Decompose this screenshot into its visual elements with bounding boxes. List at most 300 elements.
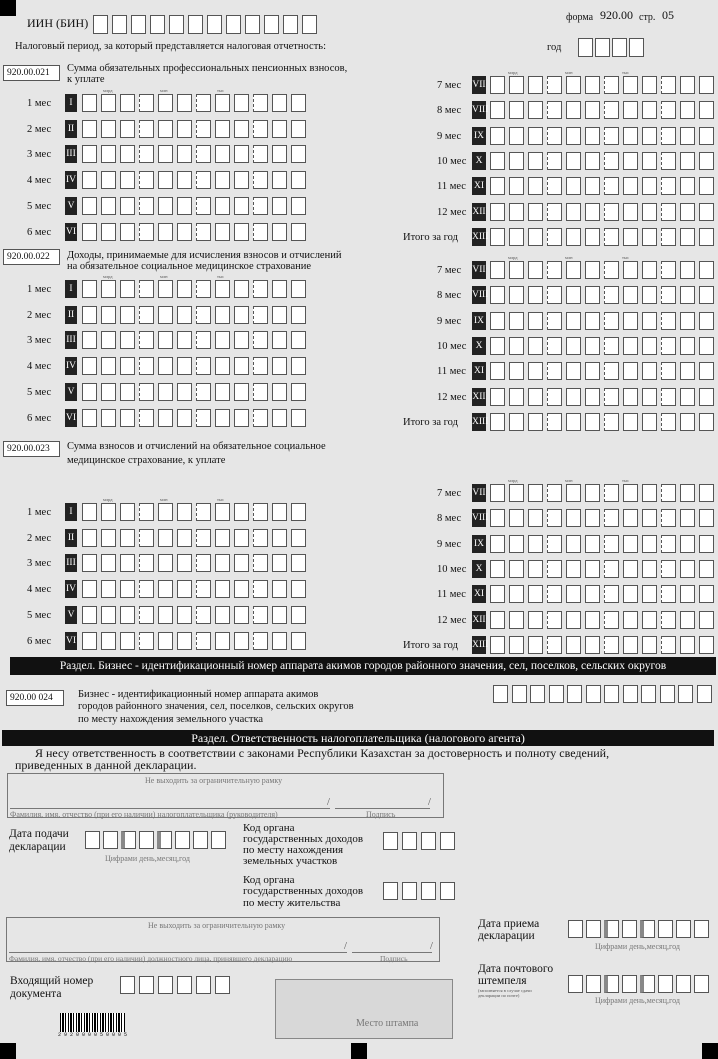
digit-cell[interactable] <box>101 94 116 112</box>
digit-cell[interactable] <box>158 331 173 349</box>
digit-cell[interactable] <box>623 585 638 603</box>
input-cell[interactable] <box>215 976 230 994</box>
digit-cell[interactable] <box>82 606 97 624</box>
digit-cell[interactable] <box>120 145 135 163</box>
digit-cell[interactable] <box>158 306 173 324</box>
digit-cell[interactable] <box>158 529 173 547</box>
digit-cell[interactable] <box>623 312 638 330</box>
digit-cell[interactable] <box>642 286 657 304</box>
digit-cell[interactable] <box>120 280 135 298</box>
digit-cell[interactable] <box>490 611 505 629</box>
digit-cell[interactable] <box>253 223 268 241</box>
digit-cell[interactable] <box>699 228 714 246</box>
digit-cell[interactable] <box>490 362 505 380</box>
digit-cell[interactable] <box>490 101 505 119</box>
digit-cell[interactable] <box>234 503 249 521</box>
digit-cell[interactable] <box>101 606 116 624</box>
digit-cell[interactable] <box>509 413 524 431</box>
digit-cell[interactable] <box>139 280 154 298</box>
digit-cell[interactable] <box>604 286 619 304</box>
digit-cell[interactable] <box>642 228 657 246</box>
digit-cell[interactable] <box>234 580 249 598</box>
input-cell[interactable] <box>586 920 601 938</box>
digit-cell[interactable] <box>234 94 249 112</box>
digit-cell[interactable] <box>490 228 505 246</box>
digit-cell[interactable] <box>642 484 657 502</box>
digit-cell[interactable] <box>291 409 306 427</box>
digit-cell[interactable] <box>509 76 524 94</box>
digit-cell[interactable] <box>101 357 116 375</box>
digit-cell[interactable] <box>139 357 154 375</box>
digit-cell[interactable] <box>528 101 543 119</box>
digit-cell[interactable] <box>158 280 173 298</box>
digit-cell[interactable] <box>272 554 287 572</box>
digit-cell[interactable] <box>101 632 116 650</box>
digit-cell[interactable] <box>699 312 714 330</box>
digit-cell[interactable] <box>585 101 600 119</box>
digit-cell[interactable] <box>585 286 600 304</box>
digit-cell[interactable] <box>509 560 524 578</box>
digit-cell[interactable] <box>291 94 306 112</box>
digit-cell[interactable] <box>139 331 154 349</box>
digit-cell[interactable] <box>566 152 581 170</box>
digit-cell[interactable] <box>215 94 230 112</box>
input-cell[interactable] <box>549 685 564 703</box>
digit-cell[interactable] <box>291 306 306 324</box>
digit-cell[interactable] <box>139 94 154 112</box>
digit-cell[interactable] <box>158 171 173 189</box>
digit-cell[interactable] <box>585 228 600 246</box>
digit-cell[interactable] <box>253 580 268 598</box>
digit-cell[interactable] <box>120 580 135 598</box>
digit-cell[interactable] <box>528 261 543 279</box>
digit-cell[interactable] <box>177 632 192 650</box>
digit-cell[interactable] <box>642 585 657 603</box>
digit-cell[interactable] <box>215 554 230 572</box>
input-cell[interactable] <box>121 831 136 849</box>
digit-cell[interactable] <box>120 306 135 324</box>
digit-cell[interactable] <box>547 337 562 355</box>
input-cell[interactable] <box>641 685 656 703</box>
digit-cell[interactable] <box>272 606 287 624</box>
digit-cell[interactable] <box>547 388 562 406</box>
digit-cell[interactable] <box>604 509 619 527</box>
digit-cell[interactable] <box>82 223 97 241</box>
digit-cell[interactable] <box>253 145 268 163</box>
digit-cell[interactable] <box>680 585 695 603</box>
digit-cell[interactable] <box>101 197 116 215</box>
digit-cell[interactable] <box>528 484 543 502</box>
digit-cell[interactable] <box>528 611 543 629</box>
digit-cell[interactable] <box>566 484 581 502</box>
input-cell[interactable] <box>226 15 241 34</box>
digit-cell[interactable] <box>196 197 211 215</box>
digit-cell[interactable] <box>82 306 97 324</box>
digit-cell[interactable] <box>101 331 116 349</box>
digit-cell[interactable] <box>177 171 192 189</box>
digit-cell[interactable] <box>215 223 230 241</box>
digit-cell[interactable] <box>623 509 638 527</box>
digit-cell[interactable] <box>196 580 211 598</box>
input-cell[interactable] <box>169 15 184 34</box>
digit-cell[interactable] <box>291 331 306 349</box>
digit-cell[interactable] <box>291 580 306 598</box>
digit-cell[interactable] <box>196 383 211 401</box>
digit-cell[interactable] <box>623 611 638 629</box>
input-cell[interactable] <box>139 831 154 849</box>
digit-cell[interactable] <box>82 331 97 349</box>
digit-cell[interactable] <box>291 357 306 375</box>
digit-cell[interactable] <box>120 120 135 138</box>
digit-cell[interactable] <box>604 312 619 330</box>
input-cell[interactable] <box>578 38 593 57</box>
digit-cell[interactable] <box>139 632 154 650</box>
digit-cell[interactable] <box>699 101 714 119</box>
digit-cell[interactable] <box>177 554 192 572</box>
digit-cell[interactable] <box>120 331 135 349</box>
digit-cell[interactable] <box>661 177 676 195</box>
input-cell[interactable] <box>622 920 637 938</box>
digit-cell[interactable] <box>509 509 524 527</box>
digit-cell[interactable] <box>101 223 116 241</box>
digit-cell[interactable] <box>101 409 116 427</box>
input-cell[interactable] <box>530 685 545 703</box>
digit-cell[interactable] <box>272 383 287 401</box>
digit-cell[interactable] <box>547 509 562 527</box>
digit-cell[interactable] <box>680 611 695 629</box>
digit-cell[interactable] <box>490 585 505 603</box>
digit-cell[interactable] <box>566 127 581 145</box>
digit-cell[interactable] <box>120 94 135 112</box>
digit-cell[interactable] <box>490 560 505 578</box>
digit-cell[interactable] <box>272 331 287 349</box>
digit-cell[interactable] <box>585 509 600 527</box>
digit-cell[interactable] <box>623 203 638 221</box>
digit-cell[interactable] <box>699 636 714 654</box>
digit-cell[interactable] <box>604 560 619 578</box>
digit-cell[interactable] <box>215 171 230 189</box>
digit-cell[interactable] <box>177 94 192 112</box>
digit-cell[interactable] <box>272 529 287 547</box>
input-cell[interactable] <box>660 685 675 703</box>
digit-cell[interactable] <box>566 261 581 279</box>
digit-cell[interactable] <box>604 203 619 221</box>
digit-cell[interactable] <box>642 101 657 119</box>
digit-cell[interactable] <box>82 632 97 650</box>
digit-cell[interactable] <box>661 362 676 380</box>
digit-cell[interactable] <box>585 177 600 195</box>
digit-cell[interactable] <box>101 280 116 298</box>
digit-cell[interactable] <box>196 554 211 572</box>
digit-cell[interactable] <box>661 560 676 578</box>
digit-cell[interactable] <box>234 331 249 349</box>
digit-cell[interactable] <box>528 152 543 170</box>
digit-cell[interactable] <box>699 535 714 553</box>
digit-cell[interactable] <box>623 76 638 94</box>
digit-cell[interactable] <box>82 383 97 401</box>
digit-cell[interactable] <box>642 203 657 221</box>
digit-cell[interactable] <box>490 312 505 330</box>
digit-cell[interactable] <box>680 413 695 431</box>
digit-cell[interactable] <box>642 509 657 527</box>
digit-cell[interactable] <box>547 177 562 195</box>
digit-cell[interactable] <box>120 632 135 650</box>
digit-cell[interactable] <box>604 228 619 246</box>
digit-cell[interactable] <box>272 120 287 138</box>
digit-cell[interactable] <box>547 585 562 603</box>
digit-cell[interactable] <box>101 529 116 547</box>
input-cell[interactable] <box>211 831 226 849</box>
digit-cell[interactable] <box>566 203 581 221</box>
digit-cell[interactable] <box>528 636 543 654</box>
digit-cell[interactable] <box>101 503 116 521</box>
input-cell[interactable] <box>383 832 398 850</box>
digit-cell[interactable] <box>566 413 581 431</box>
digit-cell[interactable] <box>566 286 581 304</box>
digit-cell[interactable] <box>82 280 97 298</box>
input-cell[interactable] <box>177 976 192 994</box>
input-cell[interactable] <box>157 831 172 849</box>
digit-cell[interactable] <box>699 413 714 431</box>
digit-cell[interactable] <box>680 388 695 406</box>
digit-cell[interactable] <box>234 383 249 401</box>
digit-cell[interactable] <box>120 383 135 401</box>
digit-cell[interactable] <box>528 388 543 406</box>
digit-cell[interactable] <box>234 120 249 138</box>
digit-cell[interactable] <box>272 145 287 163</box>
digit-cell[interactable] <box>661 611 676 629</box>
digit-cell[interactable] <box>661 337 676 355</box>
digit-cell[interactable] <box>604 611 619 629</box>
digit-cell[interactable] <box>272 503 287 521</box>
digit-cell[interactable] <box>120 529 135 547</box>
digit-cell[interactable] <box>699 127 714 145</box>
digit-cell[interactable] <box>509 101 524 119</box>
digit-cell[interactable] <box>177 503 192 521</box>
digit-cell[interactable] <box>158 554 173 572</box>
input-cell[interactable] <box>440 832 455 850</box>
digit-cell[interactable] <box>547 362 562 380</box>
digit-cell[interactable] <box>196 503 211 521</box>
input-cell[interactable] <box>658 920 673 938</box>
digit-cell[interactable] <box>528 509 543 527</box>
digit-cell[interactable] <box>566 362 581 380</box>
digit-cell[interactable] <box>585 337 600 355</box>
input-cell[interactable] <box>245 15 260 34</box>
digit-cell[interactable] <box>177 197 192 215</box>
digit-cell[interactable] <box>139 580 154 598</box>
digit-cell[interactable] <box>566 388 581 406</box>
digit-cell[interactable] <box>234 554 249 572</box>
digit-cell[interactable] <box>604 413 619 431</box>
digit-cell[interactable] <box>215 383 230 401</box>
input-cell[interactable] <box>188 15 203 34</box>
digit-cell[interactable] <box>604 177 619 195</box>
digit-cell[interactable] <box>215 580 230 598</box>
input-cell[interactable] <box>103 831 118 849</box>
digit-cell[interactable] <box>585 261 600 279</box>
digit-cell[interactable] <box>528 76 543 94</box>
digit-cell[interactable] <box>177 331 192 349</box>
digit-cell[interactable] <box>528 127 543 145</box>
digit-cell[interactable] <box>177 120 192 138</box>
input-cell[interactable] <box>158 976 173 994</box>
digit-cell[interactable] <box>215 306 230 324</box>
digit-cell[interactable] <box>139 409 154 427</box>
digit-cell[interactable] <box>547 560 562 578</box>
digit-cell[interactable] <box>196 331 211 349</box>
digit-cell[interactable] <box>291 223 306 241</box>
digit-cell[interactable] <box>120 606 135 624</box>
digit-cell[interactable] <box>604 484 619 502</box>
digit-cell[interactable] <box>680 152 695 170</box>
digit-cell[interactable] <box>566 101 581 119</box>
digit-cell[interactable] <box>699 611 714 629</box>
digit-cell[interactable] <box>566 611 581 629</box>
digit-cell[interactable] <box>509 636 524 654</box>
digit-cell[interactable] <box>623 484 638 502</box>
digit-cell[interactable] <box>680 484 695 502</box>
digit-cell[interactable] <box>272 280 287 298</box>
digit-cell[interactable] <box>680 127 695 145</box>
digit-cell[interactable] <box>604 636 619 654</box>
digit-cell[interactable] <box>509 203 524 221</box>
digit-cell[interactable] <box>82 554 97 572</box>
digit-cell[interactable] <box>623 152 638 170</box>
digit-cell[interactable] <box>82 120 97 138</box>
input-cell[interactable] <box>586 685 601 703</box>
digit-cell[interactable] <box>158 409 173 427</box>
digit-cell[interactable] <box>215 606 230 624</box>
digit-cell[interactable] <box>566 337 581 355</box>
digit-cell[interactable] <box>139 503 154 521</box>
digit-cell[interactable] <box>509 177 524 195</box>
digit-cell[interactable] <box>509 286 524 304</box>
input-cell[interactable] <box>595 38 610 57</box>
digit-cell[interactable] <box>547 611 562 629</box>
digit-cell[interactable] <box>253 503 268 521</box>
digit-cell[interactable] <box>585 535 600 553</box>
digit-cell[interactable] <box>566 228 581 246</box>
digit-cell[interactable] <box>234 171 249 189</box>
digit-cell[interactable] <box>253 120 268 138</box>
digit-cell[interactable] <box>82 503 97 521</box>
digit-cell[interactable] <box>234 145 249 163</box>
input-cell[interactable] <box>112 15 127 34</box>
digit-cell[interactable] <box>642 636 657 654</box>
digit-cell[interactable] <box>490 484 505 502</box>
digit-cell[interactable] <box>139 529 154 547</box>
digit-cell[interactable] <box>234 223 249 241</box>
digit-cell[interactable] <box>680 509 695 527</box>
digit-cell[interactable] <box>82 357 97 375</box>
digit-cell[interactable] <box>661 261 676 279</box>
digit-cell[interactable] <box>101 554 116 572</box>
digit-cell[interactable] <box>120 554 135 572</box>
digit-cell[interactable] <box>585 585 600 603</box>
digit-cell[interactable] <box>101 383 116 401</box>
digit-cell[interactable] <box>82 529 97 547</box>
digit-cell[interactable] <box>177 383 192 401</box>
digit-cell[interactable] <box>623 337 638 355</box>
digit-cell[interactable] <box>291 632 306 650</box>
digit-cell[interactable] <box>642 177 657 195</box>
digit-cell[interactable] <box>196 529 211 547</box>
input-cell[interactable] <box>421 882 436 900</box>
digit-cell[interactable] <box>566 636 581 654</box>
digit-cell[interactable] <box>291 145 306 163</box>
input-cell[interactable] <box>622 975 637 993</box>
input-cell[interactable] <box>139 976 154 994</box>
input-cell[interactable] <box>604 975 619 993</box>
digit-cell[interactable] <box>680 312 695 330</box>
input-cell[interactable] <box>264 15 279 34</box>
input-cell[interactable] <box>568 975 583 993</box>
digit-cell[interactable] <box>509 484 524 502</box>
digit-cell[interactable] <box>215 280 230 298</box>
digit-cell[interactable] <box>139 197 154 215</box>
input-cell[interactable] <box>175 831 190 849</box>
digit-cell[interactable] <box>509 228 524 246</box>
digit-cell[interactable] <box>642 388 657 406</box>
digit-cell[interactable] <box>490 177 505 195</box>
digit-cell[interactable] <box>490 337 505 355</box>
digit-cell[interactable] <box>139 145 154 163</box>
digit-cell[interactable] <box>272 306 287 324</box>
digit-cell[interactable] <box>158 580 173 598</box>
digit-cell[interactable] <box>253 331 268 349</box>
digit-cell[interactable] <box>699 509 714 527</box>
digit-cell[interactable] <box>82 171 97 189</box>
input-cell[interactable] <box>612 38 627 57</box>
digit-cell[interactable] <box>585 388 600 406</box>
input-cell[interactable] <box>623 685 638 703</box>
digit-cell[interactable] <box>101 306 116 324</box>
digit-cell[interactable] <box>120 223 135 241</box>
digit-cell[interactable] <box>158 197 173 215</box>
digit-cell[interactable] <box>623 177 638 195</box>
digit-cell[interactable] <box>234 306 249 324</box>
digit-cell[interactable] <box>215 197 230 215</box>
digit-cell[interactable] <box>291 280 306 298</box>
digit-cell[interactable] <box>661 585 676 603</box>
digit-cell[interactable] <box>680 286 695 304</box>
digit-cell[interactable] <box>566 585 581 603</box>
digit-cell[interactable] <box>253 357 268 375</box>
digit-cell[interactable] <box>272 632 287 650</box>
digit-cell[interactable] <box>490 261 505 279</box>
digit-cell[interactable] <box>509 388 524 406</box>
digit-cell[interactable] <box>528 177 543 195</box>
digit-cell[interactable] <box>528 286 543 304</box>
digit-cell[interactable] <box>642 337 657 355</box>
digit-cell[interactable] <box>490 535 505 553</box>
digit-cell[interactable] <box>120 503 135 521</box>
digit-cell[interactable] <box>642 535 657 553</box>
digit-cell[interactable] <box>661 127 676 145</box>
digit-cell[interactable] <box>680 101 695 119</box>
input-cell[interactable] <box>604 920 619 938</box>
digit-cell[interactable] <box>158 120 173 138</box>
digit-cell[interactable] <box>680 76 695 94</box>
digit-cell[interactable] <box>101 120 116 138</box>
digit-cell[interactable] <box>234 357 249 375</box>
digit-cell[interactable] <box>196 280 211 298</box>
digit-cell[interactable] <box>215 503 230 521</box>
digit-cell[interactable] <box>490 388 505 406</box>
digit-cell[interactable] <box>490 636 505 654</box>
digit-cell[interactable] <box>585 484 600 502</box>
